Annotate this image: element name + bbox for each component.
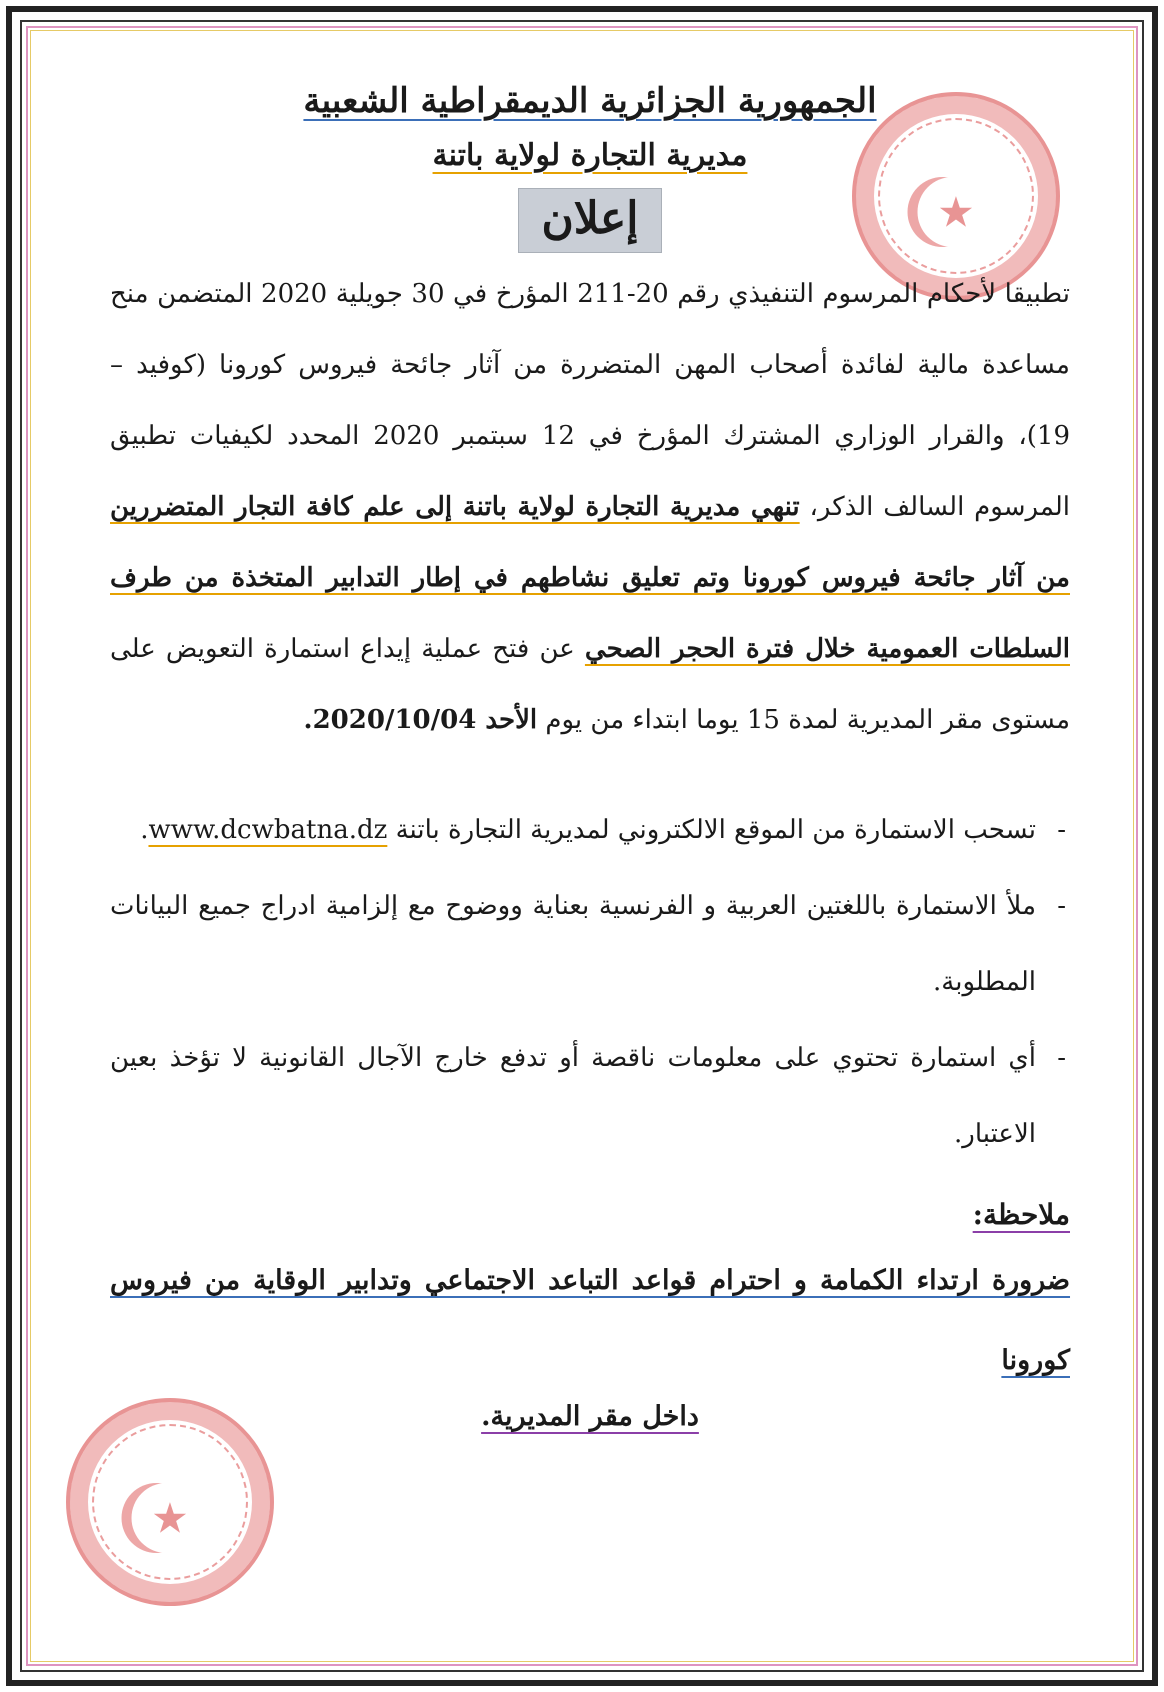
announcement-heading <box>110 188 1070 253</box>
list-item-text: أي استمارة تحتوي على معلومات ناقصة أو تدفع خارج الآجال القانونية لا تؤخذ بعين الاعتبار. <box>110 1043 1036 1149</box>
list-item-end: . <box>140 815 149 845</box>
list-item-text: ملأ الاستمارة باللغتين العربية و الفرنسية بعناية ووضوح مع إلزامية ادراج جميع البيانات المطلوبة. <box>110 891 1036 997</box>
note-title <box>110 1198 1070 1231</box>
note-line-1 <box>110 1241 1070 1401</box>
country-title <box>110 80 1070 123</box>
directorate-title-text: مديرية التجارة لولاية باتنة <box>432 137 748 173</box>
announcement-label: إعلان <box>518 188 661 253</box>
note-title-text: ملاحظة: <box>972 1198 1070 1231</box>
paragraph-intro: تطبيقا لأحكام المرسوم التنفيذي رقم 20-211 المؤرخ في 30 جويلية 2020 المتضمن منح مساعدة مالية لفائدة أصحاب المهن المتضررة من آثار جائحة فيروس كورونا (كوفيد – 19)، والقرار الوزاري المشترك المؤرخ في 12 سبتمبر 2020 المحدد لكيفيات تطبيق المرسوم السالف الذكر، <box>110 279 1070 522</box>
star-icon: ★ <box>151 1493 189 1543</box>
list-item <box>110 792 1070 868</box>
list-dash: - <box>1057 891 1066 921</box>
note-line-2-text: داخل مقر المديرية. <box>481 1401 699 1432</box>
instructions-list <box>110 792 1070 1172</box>
star-icon: ★ <box>937 187 975 237</box>
list-dash: - <box>1057 1043 1066 1073</box>
country-title-text: الجمهورية الجزائرية الديمقراطية الشعبية <box>303 81 877 121</box>
note-line-2 <box>110 1401 1070 1432</box>
list-item <box>110 1020 1070 1172</box>
paragraph-highlight: تنهي مديرية التجارة لولاية باتنة إلى علم كافة التجار المتضررين من آثار جائحة فيروس كورونا وتم تعليق نشاطهم في إطار التدابير المتخذة من طرف السلطات العمومية خلال فترة الحجر الصحي <box>110 492 1070 664</box>
document-page <box>110 80 1070 1640</box>
website-link[interactable]: www.dcwbatna.dz <box>148 815 388 845</box>
paragraph-rest: عن فتح عملية إيداع استمارة التعويض على مستوى مقر المديرية لمدة 15 يوما ابتداء من يوم <box>110 634 1070 735</box>
directorate-title <box>110 137 1070 175</box>
list-item-text: تسحب الاستمارة من الموقع الالكتروني لمديرية التجارة باتنة <box>395 815 1036 845</box>
paragraph-date: الأحد 2020/10/04. <box>303 705 538 735</box>
main-paragraph <box>110 259 1070 756</box>
list-dash: - <box>1057 815 1066 845</box>
list-item <box>110 868 1070 1020</box>
note-line-1-text: ضرورة ارتداء الكمامة و احترام قواعد التباعد الاجتماعي وتدابير الوقاية من فيروس كورونا <box>110 1265 1071 1376</box>
